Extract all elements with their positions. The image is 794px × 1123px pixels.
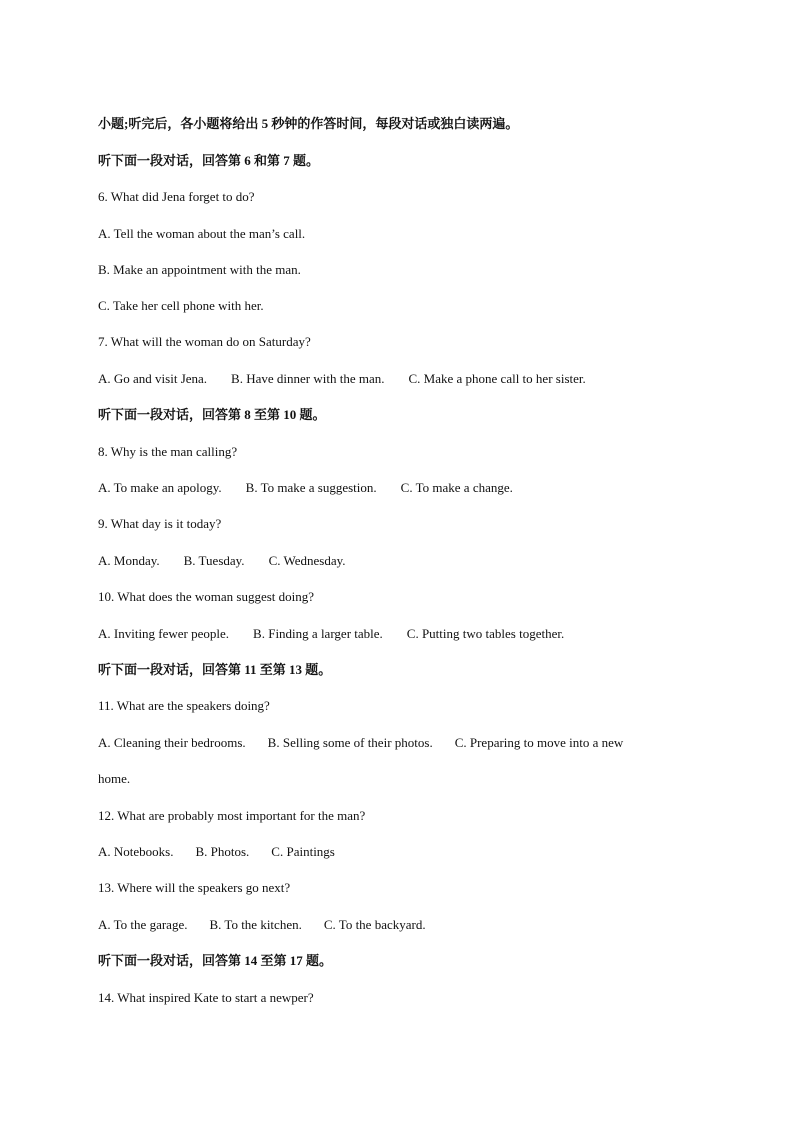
question-10: 10. What does the woman suggest doing? [98,589,315,604]
question-8-option-a: A. To make an apology. [98,480,222,495]
question-8: 8. Why is the man calling? [98,444,238,459]
question-12: 12. What are probably most important for the man? [98,808,366,823]
question-11-option-b: B. Selling some of their photos. [267,735,433,750]
question-9-option-c: C. Wednesday. [268,553,346,568]
question-14: 14. What inspired Kate to start a newper? [98,990,314,1005]
question-8-option-c: C. To make a change. [400,480,513,495]
question-9-option-a: A. Monday. [98,553,160,568]
question-12-option-c: C. Paintings [271,844,335,859]
question-8-option-b: B. To make a suggestion. [245,480,377,495]
question-11-option-a: A. Cleaning their bedrooms. [98,735,246,750]
question-6-option-c: C. Take her cell phone with her. [98,298,264,313]
question-7: 7. What will the woman do on Saturday? [98,334,311,349]
question-7-option-c: C. Make a phone call to her sister. [408,371,586,386]
section-heading-6-7: 听下面一段对话，回答第 6 和第 7 题。 [98,153,320,168]
question-12-options [98,844,335,860]
question-7-option-a: A. Go and visit Jena. [98,371,208,386]
question-11-option-c-continuation: home. [98,771,131,786]
question-12-option-b: B. Photos. [195,844,250,859]
question-6: 6. What did Jena forget to do? [98,189,255,204]
section-heading-8-10: 听下面一段对话，回答第 8 至第 10 题。 [98,407,326,422]
question-9-options [98,553,346,569]
question-10-option-b: B. Finding a larger table. [253,626,383,641]
question-11-options [98,735,623,751]
question-9: 9. What day is it today? [98,516,222,531]
question-11-option-c: C. Preparing to move into a new [454,735,624,750]
question-13-option-b: B. To the kitchen. [209,917,302,932]
question-13-option-a: A. To the garage. [98,917,188,932]
question-8-options [98,480,513,496]
question-13-option-c: C. To the backyard. [323,917,426,932]
question-10-option-c: C. Putting two tables together. [406,626,565,641]
question-11: 11. What are the speakers doing? [98,698,270,713]
question-13: 13. Where will the speakers go next? [98,880,291,895]
question-6-option-a: A. Tell the woman about the man’s call. [98,226,306,241]
instruction-text: 小题;听完后，各小题将给出 5 秒钟的作答时间，每段对话或独白读两遍。 [98,116,519,131]
question-6-option-b: B. Make an appointment with the man. [98,262,301,277]
question-10-options [98,626,564,642]
question-7-option-b: B. Have dinner with the man. [231,371,385,386]
question-9-option-b: B. Tuesday. [183,553,245,568]
question-12-option-a: A. Notebooks. [98,844,174,859]
section-heading-14-17: 听下面一段对话，回答第 14 至第 17 题。 [98,953,333,968]
question-13-options [98,917,426,933]
question-10-option-a: A. Inviting fewer people. [98,626,230,641]
section-heading-11-13: 听下面一段对话，回答第 11 至第 13 题。 [98,662,332,677]
question-7-options [98,371,586,387]
